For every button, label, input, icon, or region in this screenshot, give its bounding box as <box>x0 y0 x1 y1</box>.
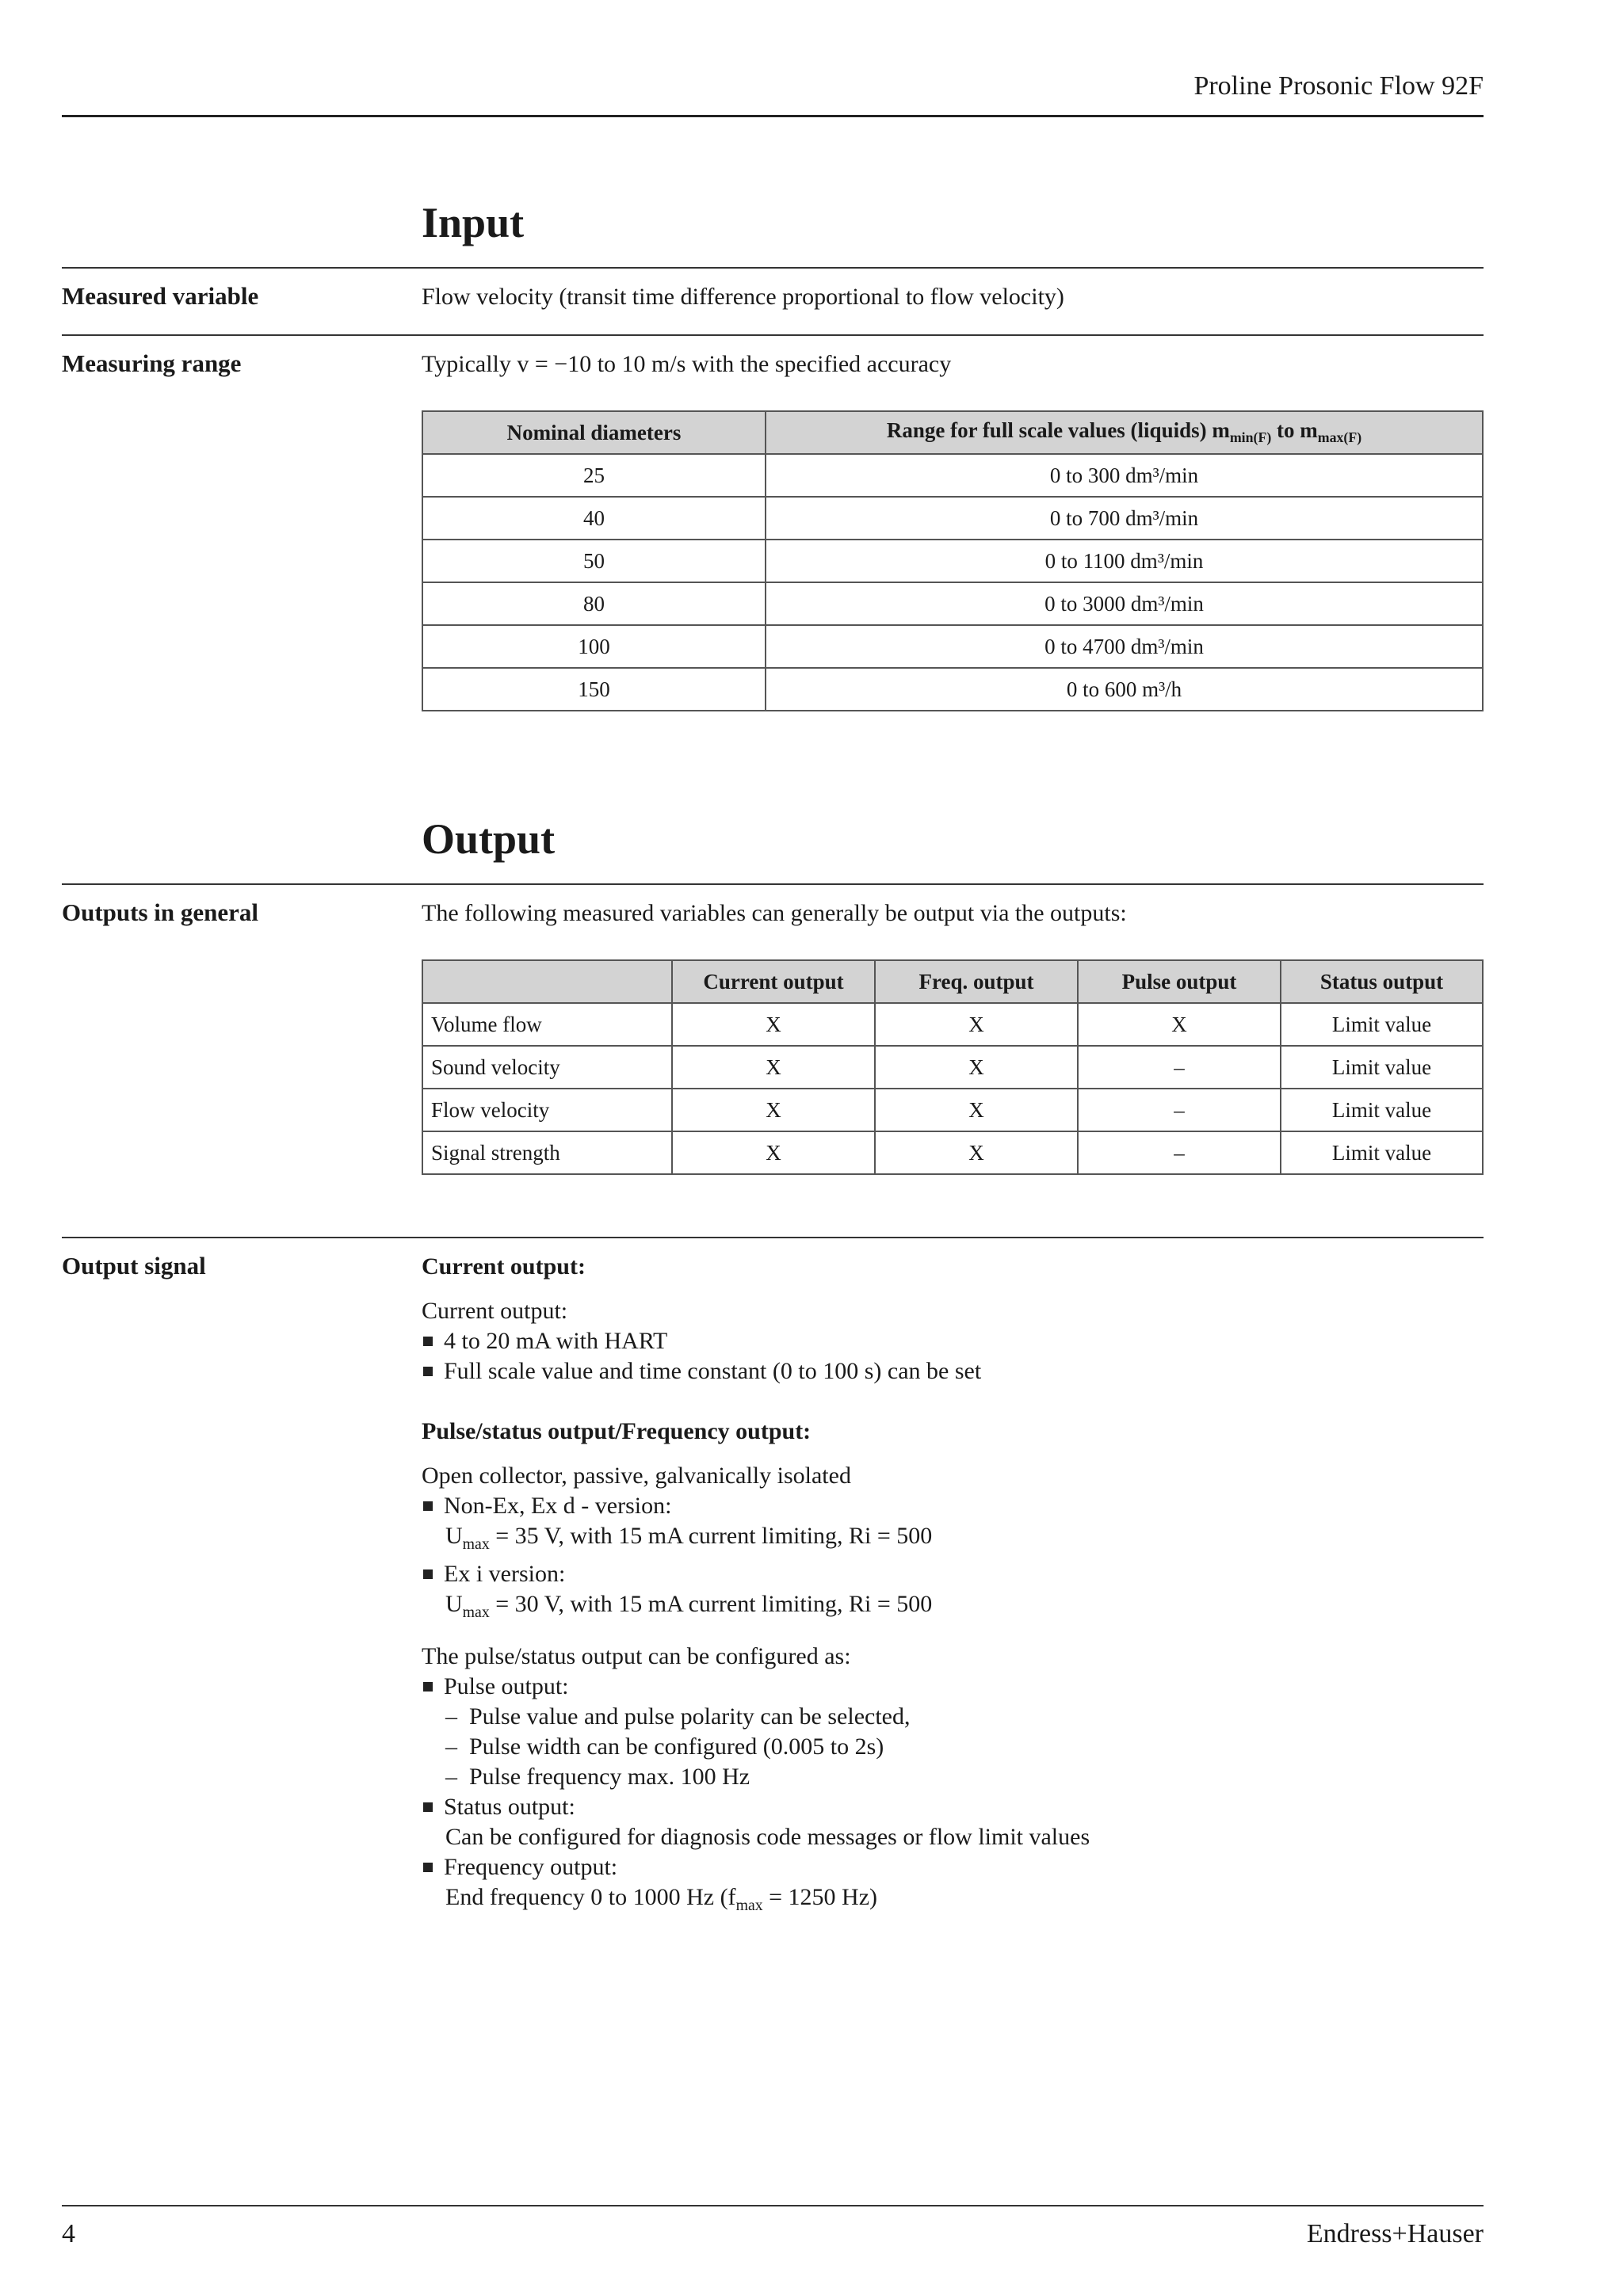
list-item: 4 to 20 mA with HART <box>422 1326 1484 1356</box>
status-output-text: Can be configured for diagnosis code messages or flow limit values <box>445 1823 1090 1850</box>
section-rule <box>62 267 1484 269</box>
label-outputs-in-general: Outputs in general <box>62 898 259 926</box>
table-row: Volume flow X X X Limit value <box>422 1003 1483 1046</box>
outputs-table <box>422 959 1484 1175</box>
list-item: – Pulse frequency max. 100 Hz <box>445 1763 750 1790</box>
section-rule <box>62 883 1484 885</box>
table-row: 40 0 to 700 dm³/min <box>422 497 1483 540</box>
text-outputs-in-general: The following measured variables can generally be output via the outputs: <box>422 900 1127 926</box>
label-output-signal: Output signal <box>62 1252 206 1280</box>
table-header: Nominal diameters <box>422 411 766 454</box>
exi-voltage: $U_{max} = 30$ V, with 15 mA current limiting, Ri = 500 <box>445 1590 933 1621</box>
list-item: Frequency output: <box>422 1852 1484 1882</box>
table-header: Pulse output <box>1078 960 1281 1003</box>
table-row: 100 0 to 4700 dm³/min <box>422 625 1483 668</box>
table-row: 150 0 to 600 m³/h <box>422 668 1483 711</box>
table-header: Range for full scale values (liquids) $m_{min(F)}$ to $m_{max(F)}$ <box>766 411 1483 454</box>
label-measuring-range: Measuring range <box>62 349 242 377</box>
text-measuring-range: Typically v = −10 to 10 m/s with the specified accuracy <box>422 351 952 377</box>
current-output-intro: Current output: <box>422 1298 568 1324</box>
section-rule <box>62 1237 1484 1238</box>
output-signal-block <box>422 1252 1484 1920</box>
table-row: Sound velocity X X – Limit value <box>422 1046 1483 1089</box>
list-item: Status output: <box>422 1792 1484 1822</box>
frequency-output-text: End frequency 0 to 1000 Hz ($f_{max} = 1250$ Hz) <box>445 1883 878 1914</box>
label-measured-variable: Measured variable <box>62 282 259 310</box>
table-header: Freq. output <box>875 960 1078 1003</box>
table-header <box>422 960 672 1003</box>
document-header-title: Proline Prosonic Flow 92F <box>1193 71 1484 101</box>
table-header: Current output <box>672 960 875 1003</box>
footer-rule <box>62 2205 1484 2206</box>
list-item: Ex i version: <box>422 1559 1484 1589</box>
list-item: Full scale value and time constant (0 to 100 s) can be set <box>422 1356 1484 1386</box>
measuring-range-table <box>422 410 1484 711</box>
page-number: 4 <box>62 2219 75 2248</box>
header-rule <box>62 115 1484 117</box>
current-output-heading: Current output: <box>422 1253 586 1280</box>
text-measured-variable: Flow velocity (transit time difference proportional to flow velocity) <box>422 284 1064 310</box>
table-header: Status output <box>1281 960 1483 1003</box>
pulse-status-heading: Pulse/status output/Frequency output: <box>422 1418 812 1444</box>
list-item: Pulse output: <box>422 1672 1484 1702</box>
list-item: – Pulse width can be configured (0.005 to 2s) <box>445 1733 884 1760</box>
list-item: – Pulse value and pulse polarity can be selected, <box>445 1703 911 1730</box>
section-title-input: Input <box>422 199 525 246</box>
section-rule <box>62 334 1484 336</box>
section-title-output: Output <box>422 815 556 863</box>
table-row: Signal strength X X – Limit value <box>422 1131 1483 1174</box>
table-row: 50 0 to 1100 dm³/min <box>422 540 1483 582</box>
footer-brand: Endress+Hauser <box>1306 2219 1484 2248</box>
table-row: 80 0 to 3000 dm³/min <box>422 582 1483 625</box>
table-row: Flow velocity X X – Limit value <box>422 1089 1483 1131</box>
config-intro: The pulse/status output can be configured as: <box>422 1642 851 1669</box>
pulse-intro: Open collector, passive, galvanically isolated <box>422 1463 851 1489</box>
list-item: Non-Ex, Ex d - version: <box>422 1491 1484 1521</box>
nonex-voltage: $U_{max} = 35$ V, with 15 mA current limiting, Ri = 500 <box>445 1523 933 1553</box>
table-row: 25 0 to 300 dm³/min <box>422 454 1483 497</box>
